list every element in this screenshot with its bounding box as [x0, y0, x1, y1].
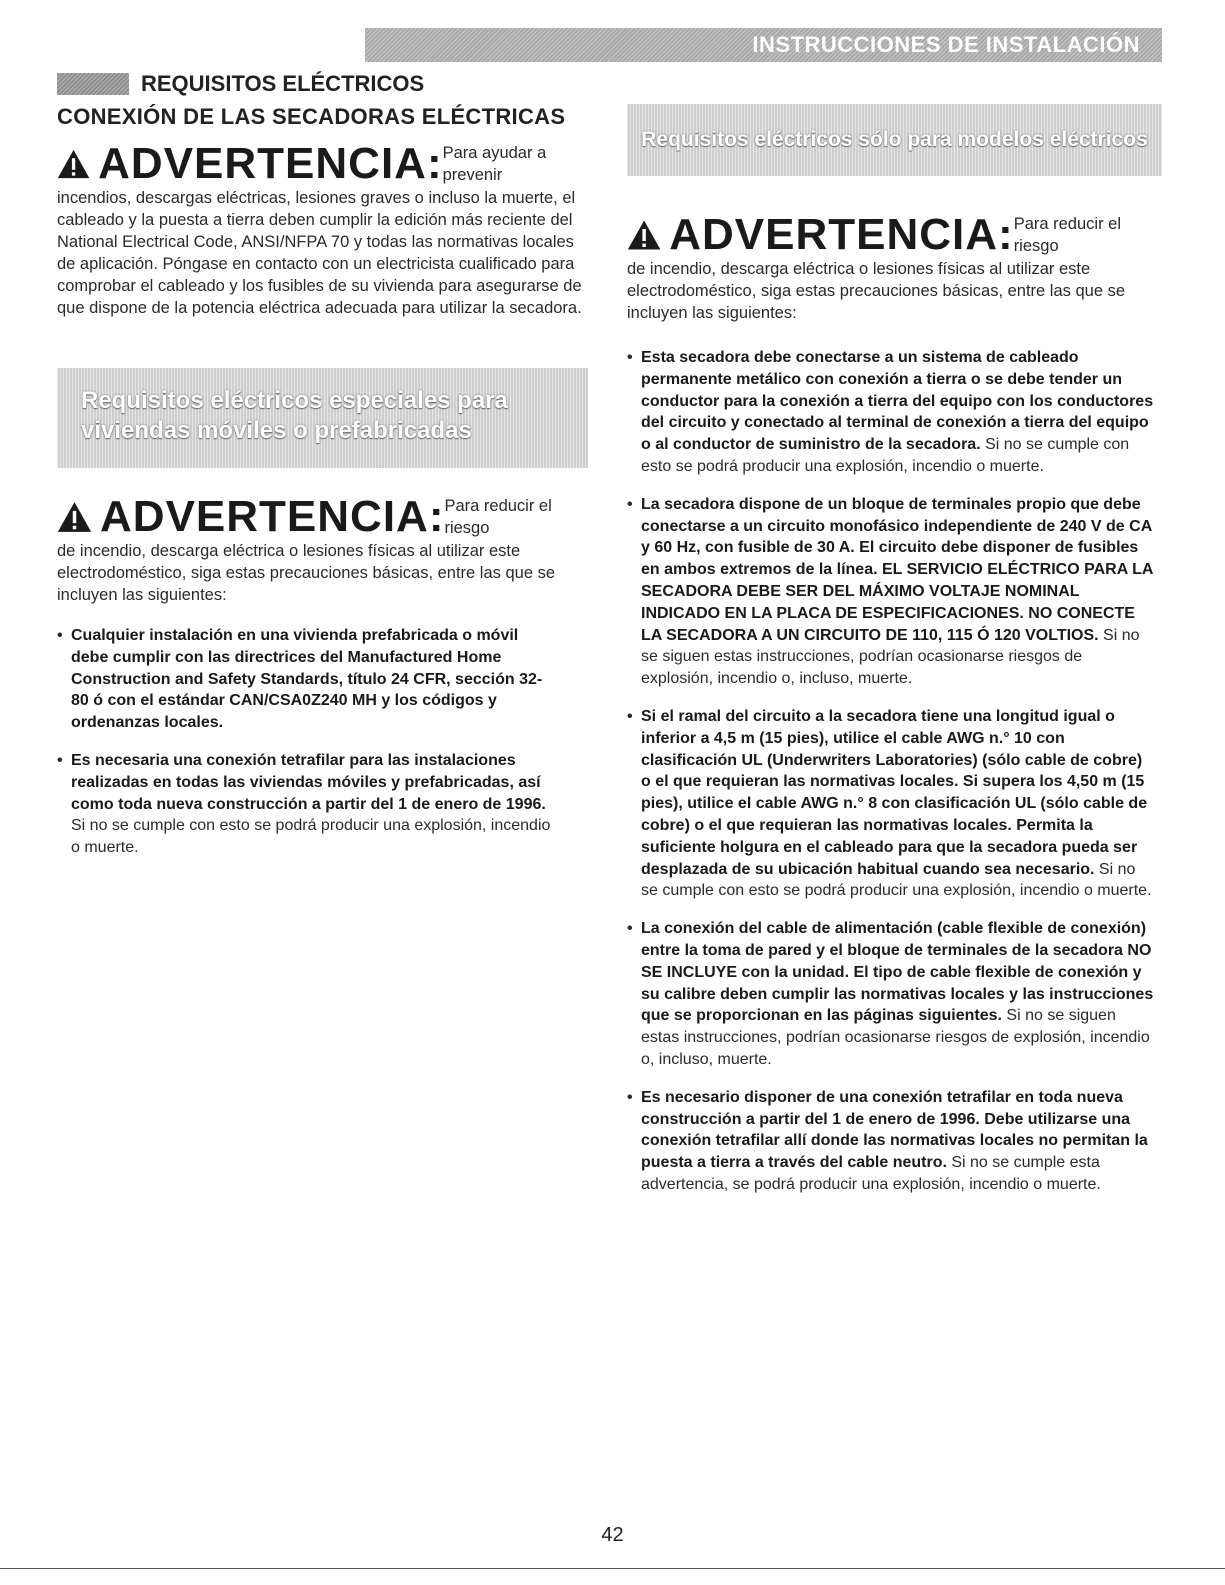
mobile-home-bullet-list	[57, 625, 557, 875]
bullet-bold-text: Esta secadora debe conectarse a un sistema de cableado permanente metálico con conexión a tierra o se debe tender un conductor para la conexión a tierra del equipo con los conductores del circuito y conectado al terminal de conexión a tierra del equipo o al conductor de suministro de la secadora.	[641, 349, 1154, 454]
bullet-bold-text: Es necesario disponer de una conexión tetrafilar en toda nueva construcción a partir del 1 de enero de 1996. Debe utilizarse una conexión tetrafilar allí donde las normativas locales no permitan la puesta a tierra a través del cable neutro.	[641, 1088, 1148, 1172]
list-item	[57, 750, 557, 859]
electric-models-bullet-list	[627, 347, 1155, 1212]
warning-word: ADVERTENCIA:	[669, 210, 1014, 259]
warning-right	[627, 210, 1155, 324]
list-item	[57, 625, 557, 734]
bullet-bold-text: La secadora dispone de un bloque de terminales propio que debe conectarse a un circuito monofásico independiente de 240 V de CA y 60 Hz, con fusible de 30 A. El circuito debe disponer de fusibles en ambos extremos de la línea. EL SERVICIO ELÉCTRICO PARA LA SECADORA DEBE SER DEL MÁXIMO VOLTAJE NOMINAL INDICADO EN LA PLACA DE ESPECIFICACIONES. NO CONECTE LA SECADORA A UN CIRCUITO DE 110, 115 Ó 120 VOLTIOS.	[641, 495, 1153, 644]
mobile-home-box-line1: Requisitos eléctricos especiales para	[81, 387, 508, 414]
bullet-normal-text: Si no se cumple con esto se podrá producir una explosión, incendio o muerte.	[641, 436, 1130, 475]
warning-left	[57, 492, 589, 606]
electric-models-box-title: Requisitos eléctricos sólo para modelos eléctricos	[641, 128, 1148, 151]
bullet-normal-text: Si no se cumple esta advertencia, se podrá producir una explosión, incendio o muerte.	[641, 1154, 1101, 1193]
bullet-bold-text: Es necesaria una conexión tetrafilar para las instalaciones realizadas en todas las viviendas móviles y prefabricadas, así como toda nueva construcción a partir del 1 de enero de 1996.	[71, 751, 546, 813]
list-item	[627, 494, 1155, 690]
section-subtitle: CONEXIÓN DE LAS SECADORAS ELÉCTRICAS	[57, 104, 566, 129]
bullet-bold-text: La conexión del cable de alimentación (cable flexible de conexión) entre la toma de pared y el bloque de terminales de la secadora NO SE INCLUYE con la unidad. El tipo de cable flexible de conexión y su calibre deben cumplir las normativas locales y las instrucciones que se proporcionan en las páginas siguientes.	[641, 920, 1154, 1025]
warning-body: de incendio, descarga eléctrica o lesiones físicas al utilizar este electrodoméstico, siga estas precauciones básicas, entre las que se incluyen las siguientes:	[627, 260, 1126, 322]
warning-main	[57, 139, 589, 319]
list-item	[627, 1087, 1155, 1196]
bullet-normal-text: Si no se siguen estas instrucciones, podrían ocasionarse riesgos de explosión, incendio o, incluso, muerte.	[641, 1007, 1150, 1068]
list-item	[627, 347, 1155, 478]
mobile-home-box-line2: viviendas móviles o prefabricadas	[81, 417, 472, 444]
warning-body: incendios, descargas eléctricas, lesiones graves o incluso la muerte, el cableado y la puesta a tierra deben cumplir la edición más reciente del National Electrical Code, ANSI/NFPA 70 y todas las normativas locales de aplicación. Póngase en contacto con un electricista cualificado para comprobar el cableado y los fusibles de su vivienda para asegurarse de que dispone de la potencia eléctrica adecuada para utilizar la secadora.	[57, 189, 582, 317]
warning-word: ADVERTENCIA:	[98, 139, 443, 188]
heading-marker-block	[57, 73, 129, 95]
electric-models-box	[627, 104, 1162, 176]
bullet-bold-text: Cualquier instalación en una vivienda prefabricada o móvil debe cumplir con las directrices del Manufactured Home Construction and Safety Standards, título 24 CFR, sección 32-80 ó con el estándar CAN/CSA0Z240 MH y los códigos y ordenanzas locales.	[71, 627, 543, 732]
bottom-rule	[0, 1568, 1225, 1569]
warning-lead: Para reducir el riesgo	[444, 497, 552, 537]
warning-body: de incendio, descarga eléctrica o lesiones físicas al utilizar este electrodoméstico, siga estas precauciones básicas, entre las que se incluyen las siguientes:	[57, 542, 556, 604]
bullet-bold-text: Si el ramal del circuito a la secadora tiene una longitud igual o inferior a 4,5 m (15 pies), utilice el cable AWG n.° 10 con clasificación UL (Underwriters Laboratories) (sólo cable de cobre) o el que requieran las normativas locales. Si supera los 4,50 m (15 pies), utilice el cable AWG n.° 8 con clasificación UL (sólo cable de cobre) o el que requieran las normativas locales. Permita la suficiente holgura en el cableado para que la secadora pueda ser desplazada de su ubicación habitual cuando sea necesario.	[641, 707, 1148, 878]
mobile-home-box	[57, 368, 588, 468]
list-item	[627, 918, 1155, 1071]
warning-word: ADVERTENCIA:	[100, 492, 445, 541]
warning-lead: Para ayudar a prevenir	[442, 144, 547, 184]
warning-lead: Para reducir el riesgo	[1013, 215, 1121, 255]
bullet-normal-text: Si no se cumple con esto se podrá producir una explosión, incendio o muerte.	[71, 817, 551, 857]
page-number: 42	[601, 1524, 624, 1546]
section-heading	[57, 70, 597, 130]
list-item	[627, 706, 1155, 902]
warning-triangle-icon	[57, 147, 90, 181]
warning-triangle-icon	[627, 218, 661, 252]
section-title: REQUISITOS ELÉCTRICOS	[141, 71, 425, 96]
warning-triangle-icon	[57, 500, 92, 534]
bullet-normal-text: Si no se siguen estas instrucciones, podrían ocasionarse riesgos de explosión, incendio o, incluso, muerte.	[641, 626, 1140, 688]
header-banner: INSTRUCCIONES DE INSTALACIÓN	[365, 28, 1162, 62]
bullet-normal-text: Si no se cumple con esto se podrá producir una explosión, incendio o muerte.	[641, 860, 1152, 900]
